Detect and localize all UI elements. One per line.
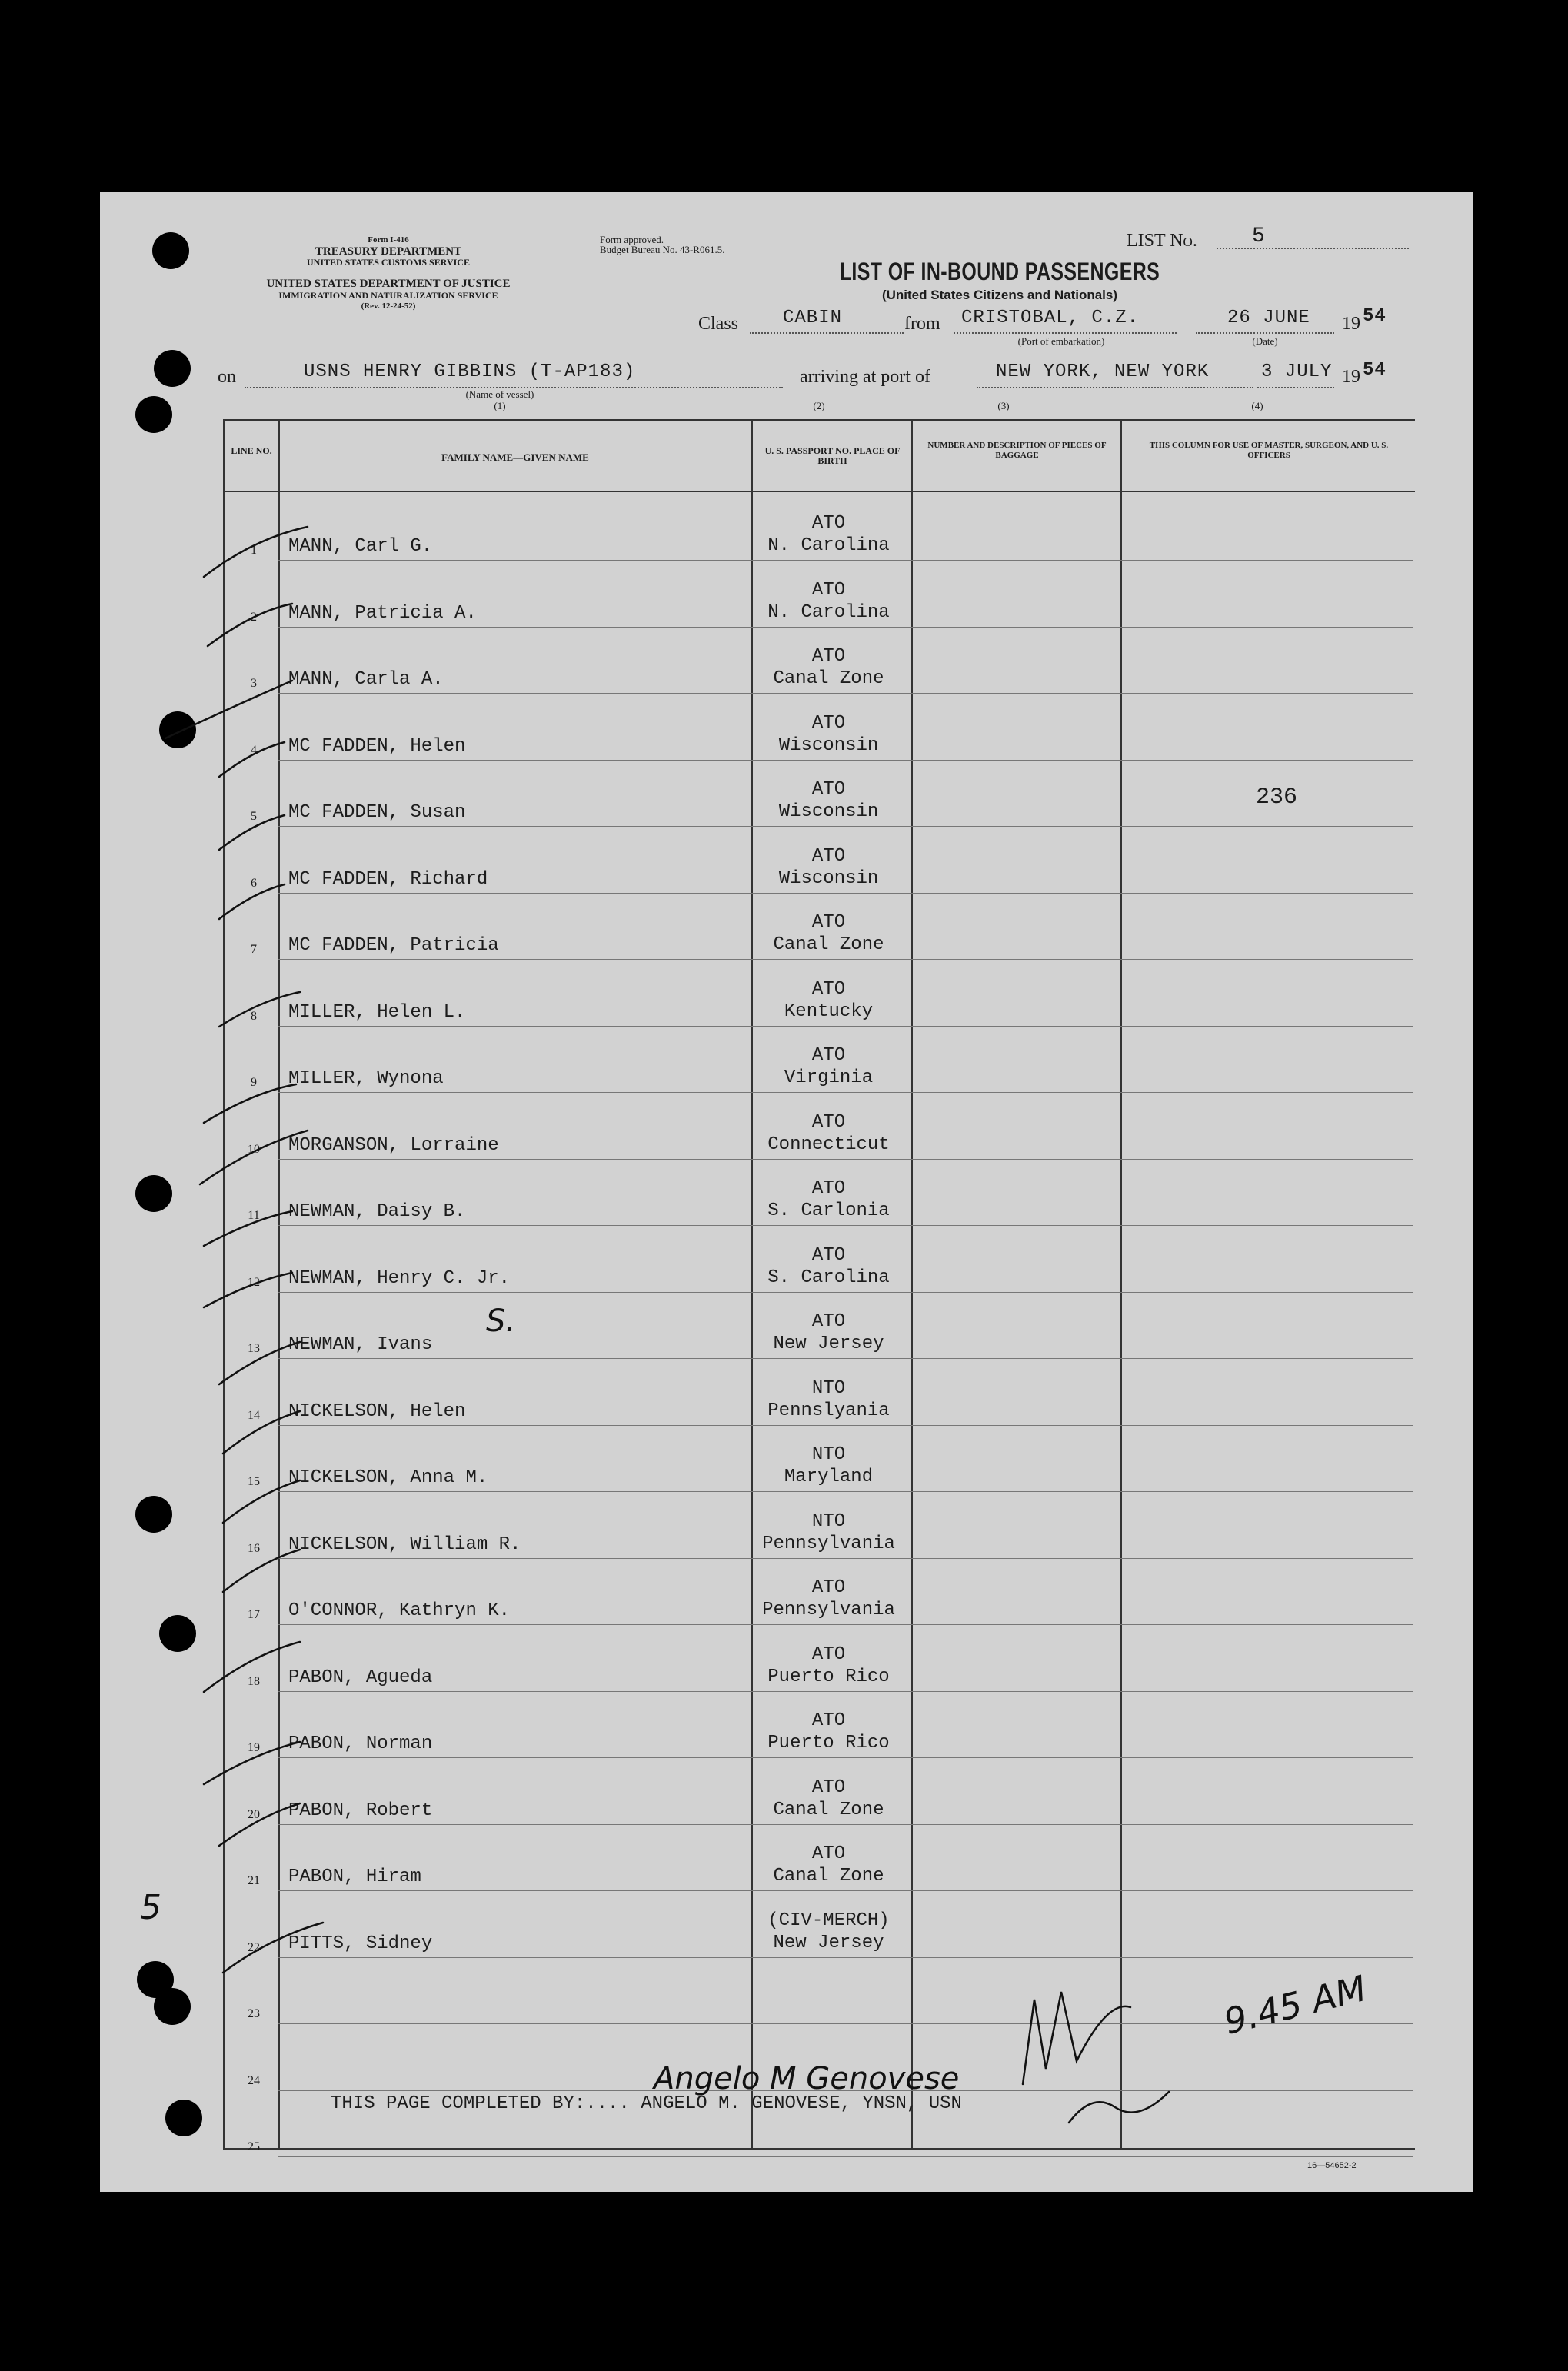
- check-tick: [223, 1550, 300, 1592]
- row-line-number: 16: [248, 1541, 260, 1555]
- place-of-birth: Pennsylvania: [762, 1600, 895, 1620]
- place-of-birth: Pennslyania: [767, 1400, 890, 1421]
- row-line-number: 4: [251, 743, 257, 757]
- passport-code: ATO: [811, 1777, 846, 1798]
- place-of-birth: New Jersey: [773, 1334, 884, 1354]
- date-year: 54: [1363, 306, 1387, 327]
- passenger-name: NEWMAN, Daisy B.: [288, 1201, 466, 1222]
- check-tick: [204, 1211, 292, 1246]
- check-tick: [219, 815, 285, 850]
- place-of-birth: Canal Zone: [773, 934, 884, 955]
- on-label: on: [218, 367, 236, 387]
- row-line-number: 2: [251, 610, 257, 624]
- row-line-number: 21: [248, 1874, 260, 1887]
- passenger-name: MANN, Carla A.: [288, 669, 444, 690]
- check-tick: [204, 527, 308, 577]
- check-tick: [219, 1342, 300, 1384]
- passport-code: ATO: [811, 1710, 846, 1731]
- arrival-year-prefix: 19: [1342, 367, 1360, 387]
- arriving-label: arriving at port of: [800, 367, 930, 387]
- row-line-number: 17: [248, 1608, 260, 1621]
- port-embarkation-caption: (Port of embarkation): [1017, 335, 1105, 347]
- row-line-number: 22: [248, 1940, 260, 1954]
- passport-code: ATO: [811, 912, 846, 933]
- row-line-number: 15: [248, 1475, 260, 1488]
- passport-code: ATO: [811, 779, 846, 800]
- passenger-name: NICKELSON, Helen: [288, 1400, 466, 1422]
- passport-code: ATO: [811, 646, 846, 667]
- passport-code: ATO: [811, 1843, 846, 1864]
- from-label: from: [904, 314, 940, 334]
- initials-scrawl: [1069, 2092, 1169, 2123]
- passenger-name: MC FADDEN, Helen: [288, 735, 466, 757]
- row-line-number: 5: [251, 810, 257, 823]
- passport-code: ATO: [811, 1045, 846, 1066]
- check-tick: [204, 1742, 300, 1784]
- passenger-name: MC FADDEN, Patricia: [288, 935, 499, 956]
- signature-scrawl: [1023, 1992, 1130, 2084]
- passport-code: ATO: [811, 1577, 846, 1598]
- place-of-birth: S. Carolina: [767, 1267, 890, 1288]
- passport-code: (CIV-MERCH): [767, 1910, 890, 1931]
- row-line-number: 10: [248, 1142, 260, 1156]
- place-of-birth: Canal Zone: [773, 668, 884, 689]
- form-line: Form I-416: [368, 235, 409, 245]
- check-tick: [223, 1480, 300, 1523]
- check-tick: [223, 1408, 300, 1454]
- place-of-birth: New Jersey: [773, 1932, 884, 1953]
- row-line-number: 18: [248, 1674, 260, 1688]
- place-of-birth: Canal Zone: [773, 1799, 884, 1820]
- passenger-name: NICKELSON, Anna M.: [288, 1467, 488, 1488]
- place-of-birth: Wisconsin: [778, 867, 879, 889]
- check-tick: [165, 681, 292, 738]
- passenger-name: O'CONNOR, Kathryn K.: [288, 1600, 511, 1621]
- arrival-year: 54: [1363, 360, 1387, 381]
- justice-heading: UNITED STATES DEPARTMENT OF JUSTICE: [266, 278, 511, 290]
- class-value: CABIN: [783, 308, 843, 328]
- place-of-birth: S. Carlonia: [767, 1200, 890, 1221]
- treasury-heading: TREASURY DEPARTMENT: [315, 245, 462, 258]
- column-caption-3: (3): [997, 400, 1010, 411]
- row-line-number: 24: [248, 2073, 260, 2087]
- col-header-name: FAMILY NAME—GIVEN NAME: [441, 451, 589, 463]
- list-number: 5: [1252, 225, 1266, 248]
- column-caption-2: (2): [813, 400, 825, 411]
- passenger-name: MILLER, Helen L.: [288, 1001, 466, 1023]
- place-of-birth: Maryland: [784, 1467, 874, 1487]
- row-line-number: 12: [248, 1275, 260, 1289]
- column-caption-4: (4): [1251, 400, 1263, 411]
- document-subtitle: (United States Citizens and Nationals): [881, 288, 1118, 302]
- row-line-number: 25: [248, 2140, 260, 2153]
- row-line-number: 23: [248, 2007, 260, 2020]
- passport-code: NTO: [811, 1510, 846, 1532]
- margin-number: 5: [140, 1888, 161, 1927]
- passport-code: NTO: [811, 1444, 846, 1465]
- document-title: LIST OF IN-BOUND PASSENGERS: [839, 258, 1160, 285]
- passenger-name: PABON, Robert: [288, 1800, 433, 1821]
- passenger-name: PABON, Hiram: [288, 1866, 421, 1887]
- passport-code: ATO: [811, 978, 846, 1000]
- place-of-birth: Puerto Rico: [767, 1733, 890, 1753]
- completed-by: THIS PAGE COMPLETED BY:.... ANGELO M. GENOVESE, YNSN, USN: [331, 2093, 962, 2114]
- passenger-name: MILLER, Wynona: [288, 1068, 444, 1089]
- from-value: CRISTOBAL, C.Z.: [961, 308, 1140, 328]
- check-tick: [223, 1923, 323, 1973]
- place-of-birth: Kentucky: [784, 1001, 874, 1022]
- passport-code: ATO: [811, 1244, 846, 1266]
- row-line-number: 13: [248, 1342, 260, 1355]
- passport-code: ATO: [811, 845, 846, 867]
- passport-code: ATO: [811, 513, 846, 534]
- row-line-number: 19: [248, 1741, 260, 1754]
- revision: (Rev. 12-24-52): [361, 301, 416, 311]
- arrival-date: 3 JULY: [1261, 361, 1333, 382]
- ins-heading: IMMIGRATION AND NATURALIZATION SERVICE: [278, 290, 498, 301]
- check-tick: [219, 884, 285, 919]
- passenger-name: NEWMAN, Henry C. Jr.: [288, 1267, 511, 1289]
- arrival-port: NEW YORK, NEW YORK: [996, 361, 1210, 382]
- passenger-name: NEWMAN, Ivans: [288, 1334, 433, 1355]
- passenger-name: MANN, Carl G.: [288, 536, 433, 557]
- passenger-name: MANN, Patricia A.: [288, 602, 477, 624]
- time-note: 9.45 AM: [1220, 1967, 1370, 2043]
- column-caption-1: (1): [494, 400, 506, 411]
- passport-code: ATO: [811, 712, 846, 734]
- row-line-number: 7: [251, 943, 257, 956]
- check-tick: [219, 1803, 300, 1846]
- place-of-birth: Pennsylvania: [762, 1533, 895, 1554]
- passenger-name: MORGANSON, Lorraine: [288, 1134, 499, 1156]
- passport-code: NTO: [811, 1377, 846, 1399]
- col-header-line-no: LINE NO.: [231, 445, 272, 456]
- passenger-name: PABON, Agueda: [288, 1667, 433, 1688]
- col-header-passport: U. S. PASSPORT NO. PLACE OF BIRTH: [764, 445, 901, 466]
- row-line-number: 9: [251, 1076, 257, 1089]
- form-approved: Form approved.: [600, 234, 664, 245]
- row-line-number: 11: [248, 1209, 260, 1222]
- col-header-baggage: NUMBER AND DESCRIPTION OF PIECES OF BAGGAGE: [927, 441, 1107, 460]
- passenger-name: PABON, Norman: [288, 1733, 433, 1754]
- place-of-birth: N. Carolina: [767, 601, 890, 623]
- check-tick: [200, 1131, 308, 1184]
- margin-initial: S.: [486, 1304, 516, 1339]
- officer-note: 236: [1256, 784, 1298, 811]
- check-tick: [204, 1273, 292, 1307]
- place-of-birth: Virginia: [784, 1067, 874, 1088]
- passenger-name: MC FADDEN, Susan: [288, 802, 466, 823]
- place-of-birth: Canal Zone: [773, 1866, 884, 1886]
- passenger-name: PITTS, Sidney: [288, 1933, 433, 1954]
- vessel-name: USNS HENRY GIBBINS (T-AP183): [304, 361, 636, 382]
- date-caption: (Date): [1252, 335, 1278, 347]
- signature: Angelo M Genovese: [654, 2061, 960, 2096]
- list-no-label: LIST No.: [1127, 231, 1197, 251]
- passenger-name: NICKELSON, William R.: [288, 1533, 521, 1555]
- check-tick: [219, 742, 285, 777]
- vessel-caption: (Name of vessel): [465, 388, 534, 400]
- budget-bureau: Budget Bureau No. 43-R061.5.: [600, 244, 725, 255]
- check-tick: [208, 604, 292, 646]
- embark-date: 26 JUNE: [1227, 308, 1310, 328]
- class-label: Class: [698, 314, 739, 334]
- place-of-birth: N. Carolina: [767, 535, 890, 556]
- row-line-number: 1: [251, 544, 257, 557]
- passport-code: ATO: [811, 1111, 846, 1133]
- passenger-name: MC FADDEN, Richard: [288, 868, 488, 890]
- passport-code: ATO: [811, 1178, 846, 1199]
- row-line-number: 6: [251, 876, 257, 890]
- form-number: 16—54652-2: [1307, 2161, 1357, 2170]
- place-of-birth: Wisconsin: [778, 801, 879, 822]
- check-tick: [204, 1084, 296, 1123]
- row-line-number: 8: [251, 1009, 257, 1023]
- row-line-number: 3: [251, 677, 257, 690]
- date-year-prefix: 19: [1342, 314, 1360, 334]
- check-tick: [204, 1642, 300, 1692]
- col-header-officers: THIS COLUMN FOR USE OF MASTER, SURGEON, AND U. S. OFFICERS: [1149, 441, 1389, 460]
- check-tick: [219, 992, 300, 1027]
- passport-code: ATO: [811, 1311, 846, 1332]
- place-of-birth: Wisconsin: [778, 734, 879, 756]
- row-line-number: 14: [248, 1408, 260, 1422]
- place-of-birth: Connecticut: [767, 1134, 890, 1155]
- customs-heading: UNITED STATES CUSTOMS SERVICE: [307, 257, 470, 268]
- passport-code: ATO: [811, 579, 846, 601]
- passport-code: ATO: [811, 1643, 846, 1665]
- row-line-number: 20: [248, 1807, 260, 1821]
- place-of-birth: Puerto Rico: [767, 1666, 890, 1687]
